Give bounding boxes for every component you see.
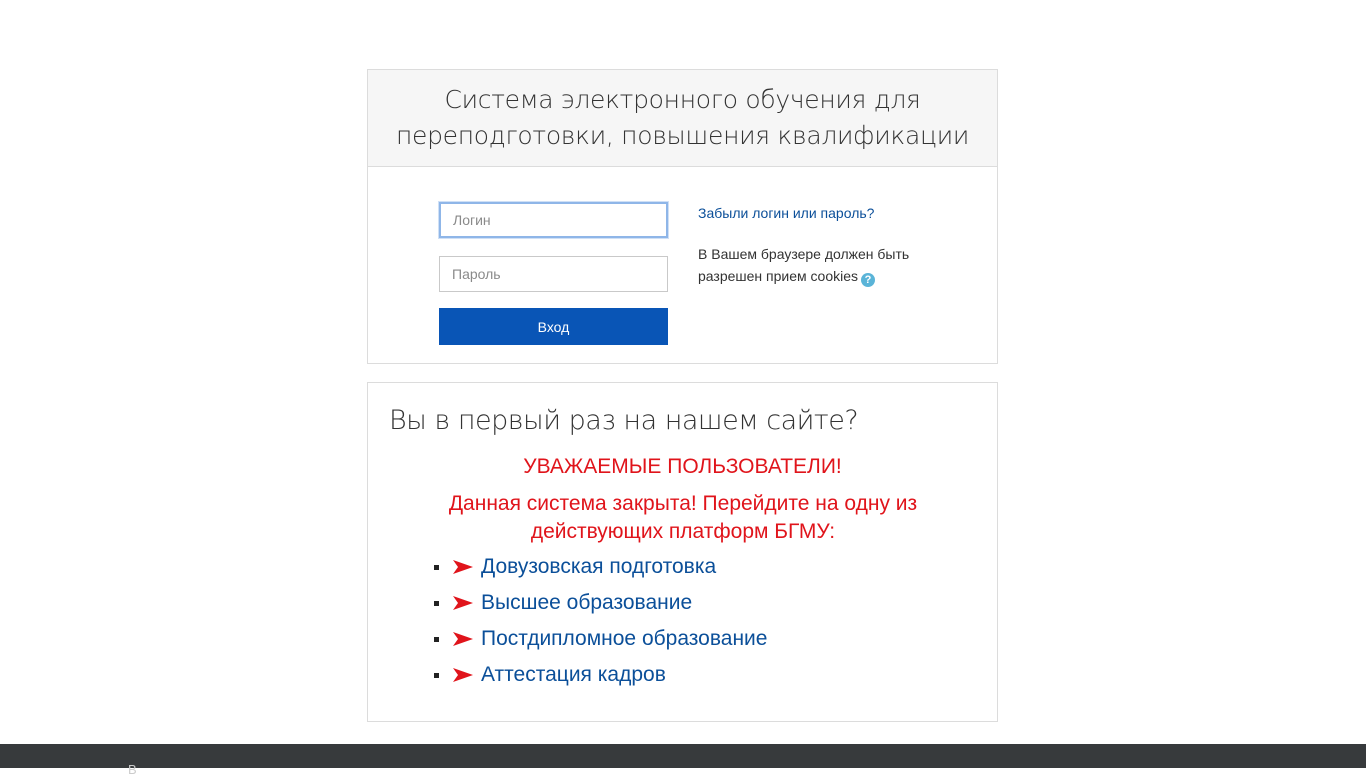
bullet-icon	[434, 637, 439, 642]
platform-link-postgraduate[interactable]: Постдипломное образование	[481, 627, 768, 650]
login-header	[368, 70, 997, 167]
red-arrow-icon	[453, 631, 473, 647]
red-arrow-icon	[453, 595, 473, 611]
bullet-icon	[434, 673, 439, 678]
bullet-icon	[434, 601, 439, 606]
login-button[interactable]: Вход	[439, 308, 668, 345]
platform-list	[434, 549, 767, 693]
question-circle-icon[interactable]: ?	[861, 273, 875, 287]
forgot-password-link[interactable]: Забыли логин или пароль?	[698, 205, 875, 221]
list-item	[434, 549, 767, 585]
platform-link-certification[interactable]: Аттестация кадров	[481, 663, 666, 686]
bullet-icon	[434, 565, 439, 570]
platform-link-higher-education[interactable]: Высшее образование	[481, 591, 693, 614]
platform-link-pre-university[interactable]: Довузовская подготовка	[481, 555, 717, 578]
red-arrow-icon	[453, 667, 473, 683]
username-input[interactable]	[439, 202, 668, 238]
list-item	[434, 585, 767, 621]
footer	[0, 744, 1366, 777]
cookies-note-text: В Вашем браузере должен быть разрешен прием cookies	[698, 246, 910, 284]
first-visit-heading: Вы в первый раз на нашем сайте?	[389, 405, 859, 436]
list-item	[434, 621, 767, 657]
red-arrow-icon	[453, 559, 473, 575]
login-form	[368, 167, 997, 363]
footer-text: В	[128, 762, 137, 777]
cookies-note	[698, 243, 948, 287]
notice-title: УВАЖАЕМЫЕ ПОЛЬЗОВАТЕЛИ!	[523, 455, 842, 478]
login-card	[367, 69, 998, 364]
first-visit-card	[367, 382, 998, 722]
notice-text: Данная система закрыта! Перейдите на одну из действующих платформ БГМУ:	[448, 492, 918, 543]
site-title: Система электронного обучения для переподготовки, повышения квалификации	[395, 85, 970, 150]
password-input[interactable]	[439, 256, 668, 292]
list-item	[434, 657, 767, 693]
